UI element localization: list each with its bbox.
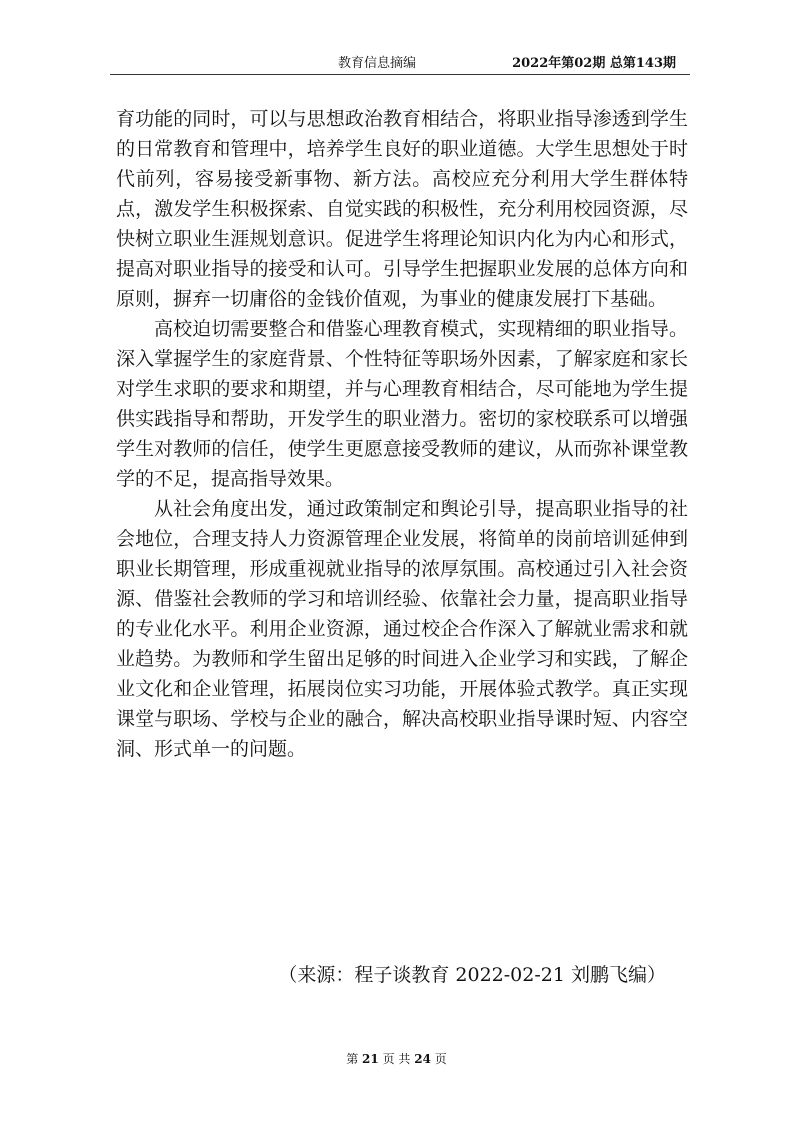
page-header xyxy=(110,52,690,75)
footer-prefix: 第 xyxy=(346,1052,359,1066)
footer-suffix: 页 xyxy=(434,1052,447,1066)
footer-total-pages: 24 xyxy=(414,1052,431,1066)
footer-page-number: 21 xyxy=(362,1052,379,1066)
publication-title: 教育信息摘编 xyxy=(338,56,417,71)
issue-number: 2022年第02期 总第143期 xyxy=(512,56,676,71)
paragraph-2: 高校迫切需要整合和借鉴心理教育模式，实现精细的职业指导。深入掌握学生的家庭背景、个性特征等职场外因素，了解家庭和家长对学生求职的要求和期望，并与心理教育相结合，尽可能地为学生提供实践指导和帮助，开发学生的职业潜力。密切的家校联系可以增强学生对教师的信任，使学生更愿意接受教师的建议，从而弥补课堂教学的不足，提高指导效果。 xyxy=(116,318,688,490)
footer-middle: 页 共 xyxy=(382,1052,411,1066)
article-body xyxy=(116,104,688,764)
paragraph-3: 从社会角度出发，通过政策制定和舆论引导，提高职业指导的社会地位，合理支持人力资源管理企业发展，将简单的岗前培训延伸到职业长期管理，形成重视就业指导的浓厚氛围。高校通过引入社会资源、借鉴社会教师的学习和培训经验、依靠社会力量，提高职业指导的专业化水平。利用企业资源，通过校企合作深入了解就业需求和就业趋势。为教师和学生留出足够的时间进入企业学习和实践，了解企业文化和企业管理，拓展岗位实习功能，开展体验式教学。真正实现课堂与职场、学校与企业的融合，解决高校职业指导课时短、内容空洞、形式单一的问题。 xyxy=(116,498,688,760)
source-citation: （来源：程子谈教育 2022-02-21 刘鹏飞编） xyxy=(278,964,666,986)
paragraph-1: 育功能的同时，可以与思想政治教育相结合，将职业指导渗透到学生的日常教育和管理中，培养学生良好的职业道德。大学生思想处于时代前列，容易接受新事物、新方法。高校应充分利用大学生群体特点，激发学生积极探索、自觉实践的积极性，充分利用校园资源，尽快树立职业生涯规划意识。促进学生将理论知识内化为内心和形式，提高对职业指导的接受和认可。引导学生把握职业发展的总体方向和原则，摒弃一切庸俗的金钱价值观，为事业的健康发展打下基础。 xyxy=(116,108,688,310)
page-footer xyxy=(0,1050,793,1067)
